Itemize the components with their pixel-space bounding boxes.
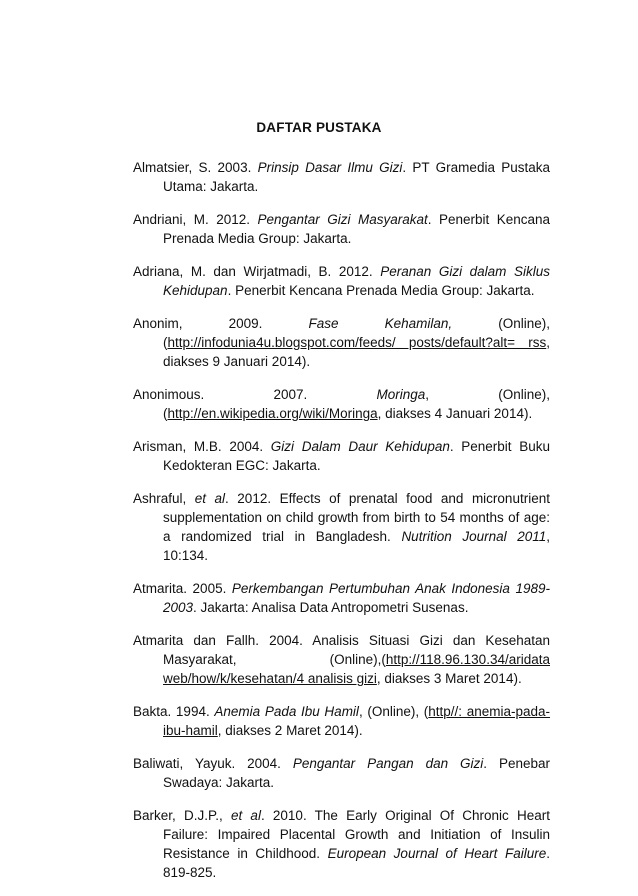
- reference-author: Andriani, M. 2012.: [133, 212, 250, 227]
- page-title: DAFTAR PUSTAKA: [256, 120, 382, 135]
- reference-entry: [133, 702, 550, 740]
- reference-author: Bakta. 1994.: [133, 704, 210, 719]
- reference-text: , 10:134.: [163, 529, 550, 563]
- reference-author: Anonim, 2009.: [133, 316, 263, 331]
- reference-text: . Penerbit Kencana Prenada Media Group: Jakarta.: [227, 283, 535, 298]
- reference-text: . Penerbit Kencana Prenada Media Group: Jakarta.: [163, 212, 550, 246]
- reference-author: Baliwati, Yayuk. 2004.: [133, 756, 281, 771]
- reference-title: Peranan Gizi dalam Siklus Kehidupan: [163, 264, 550, 298]
- reference-title: Gizi Dalam Daur Kehidupan: [270, 439, 450, 454]
- reference-text: . 2012. Effects of prenatal food and micronutrient supplementation on child growth from birth to 54 months of age: a randomized trial in Bangladesh.: [163, 491, 550, 544]
- reference-link[interactable]: http//: anemia-pada-ibu-hamil: [163, 704, 550, 738]
- reference-text: . 819-825.: [163, 846, 550, 880]
- reference-title: Moringa: [376, 387, 426, 402]
- reference-text: (Online), (: [163, 316, 550, 350]
- reference-text: . Penerbit Buku Kedokteran EGC: Jakarta.: [163, 439, 550, 473]
- reference-text: , diakses 9 Januari 2014).: [163, 335, 550, 369]
- reference-list: [133, 158, 550, 896]
- reference-entry: [133, 489, 550, 565]
- reference-title: Pengantar Gizi Masyarakat: [257, 212, 428, 227]
- reference-journal: Nutrition Journal 2011: [401, 529, 547, 544]
- reference-text: . Jakarta: Analisa Data Antropometri Susenas.: [193, 600, 469, 615]
- reference-title: Prinsip Dasar Ilmu Gizi: [257, 160, 403, 175]
- reference-link[interactable]: http://infodunia4u.blogspot.com/feeds/ posts/default?alt= rss: [167, 335, 547, 350]
- reference-entry: [133, 631, 550, 688]
- reference-text: . PT Gramedia Pustaka Utama: Jakarta.: [163, 160, 550, 194]
- reference-text: . Penebar Swadaya: Jakarta.: [163, 756, 550, 790]
- reference-text: , (Online), (: [358, 704, 429, 719]
- reference-entry: [133, 806, 550, 882]
- reference-entry: [133, 262, 550, 300]
- reference-entry: [133, 158, 550, 196]
- reference-title: et al: [194, 491, 226, 506]
- reference-entry: [133, 437, 550, 475]
- reference-author: Atmarita. 2005.: [133, 581, 227, 596]
- reference-author: Atmarita dan Fallh. 2004. Analisis Situasi Gizi dan Kesehatan Masyarakat, (Online),(: [133, 633, 550, 667]
- reference-text: , (Online), (: [163, 387, 550, 421]
- reference-text: , diakses 3 Maret 2014).: [376, 671, 522, 686]
- reference-author: Arisman, M.B. 2004.: [133, 439, 264, 454]
- reference-author: Barker, D.J.P.,: [133, 808, 223, 823]
- reference-title: Pengantar Pangan dan Gizi: [292, 756, 484, 771]
- reference-text: , diakses 4 Januari 2014).: [377, 406, 533, 421]
- reference-title: Perkembangan Pertumbuhan Anak Indonesia 1989-2003: [163, 581, 550, 615]
- reference-journal: European Journal of Heart Failure: [327, 846, 547, 861]
- reference-link[interactable]: http://en.wikipedia.org/wiki/Moringa: [167, 406, 378, 421]
- reference-link[interactable]: http://118.96.130.34/aridata web/how/k/kesehatan/4 analisis gizi: [163, 652, 550, 686]
- reference-author: Almatsier, S. 2003.: [133, 160, 252, 175]
- reference-entry: [133, 210, 550, 248]
- reference-entry: [133, 314, 550, 371]
- reference-title: Fase Kehamilan,: [308, 316, 453, 331]
- reference-entry: [133, 754, 550, 792]
- reference-author: Ashraful,: [133, 491, 187, 506]
- reference-entry: [133, 579, 550, 617]
- reference-title: et al: [230, 808, 261, 823]
- reference-author: Adriana, M. dan Wirjatmadi, B. 2012.: [133, 264, 373, 279]
- reference-title: Anemia Pada Ibu Hamil: [214, 704, 359, 719]
- reference-author: Anonimous. 2007.: [133, 387, 308, 402]
- reference-entry: [133, 385, 550, 423]
- reference-text: . 2010. The Early Original Of Chronic Heart Failure: Impaired Placental Growth and Initiation of Insulin Resistance in Childhood.: [163, 808, 550, 861]
- reference-text: , diakses 2 Maret 2014).: [217, 723, 363, 738]
